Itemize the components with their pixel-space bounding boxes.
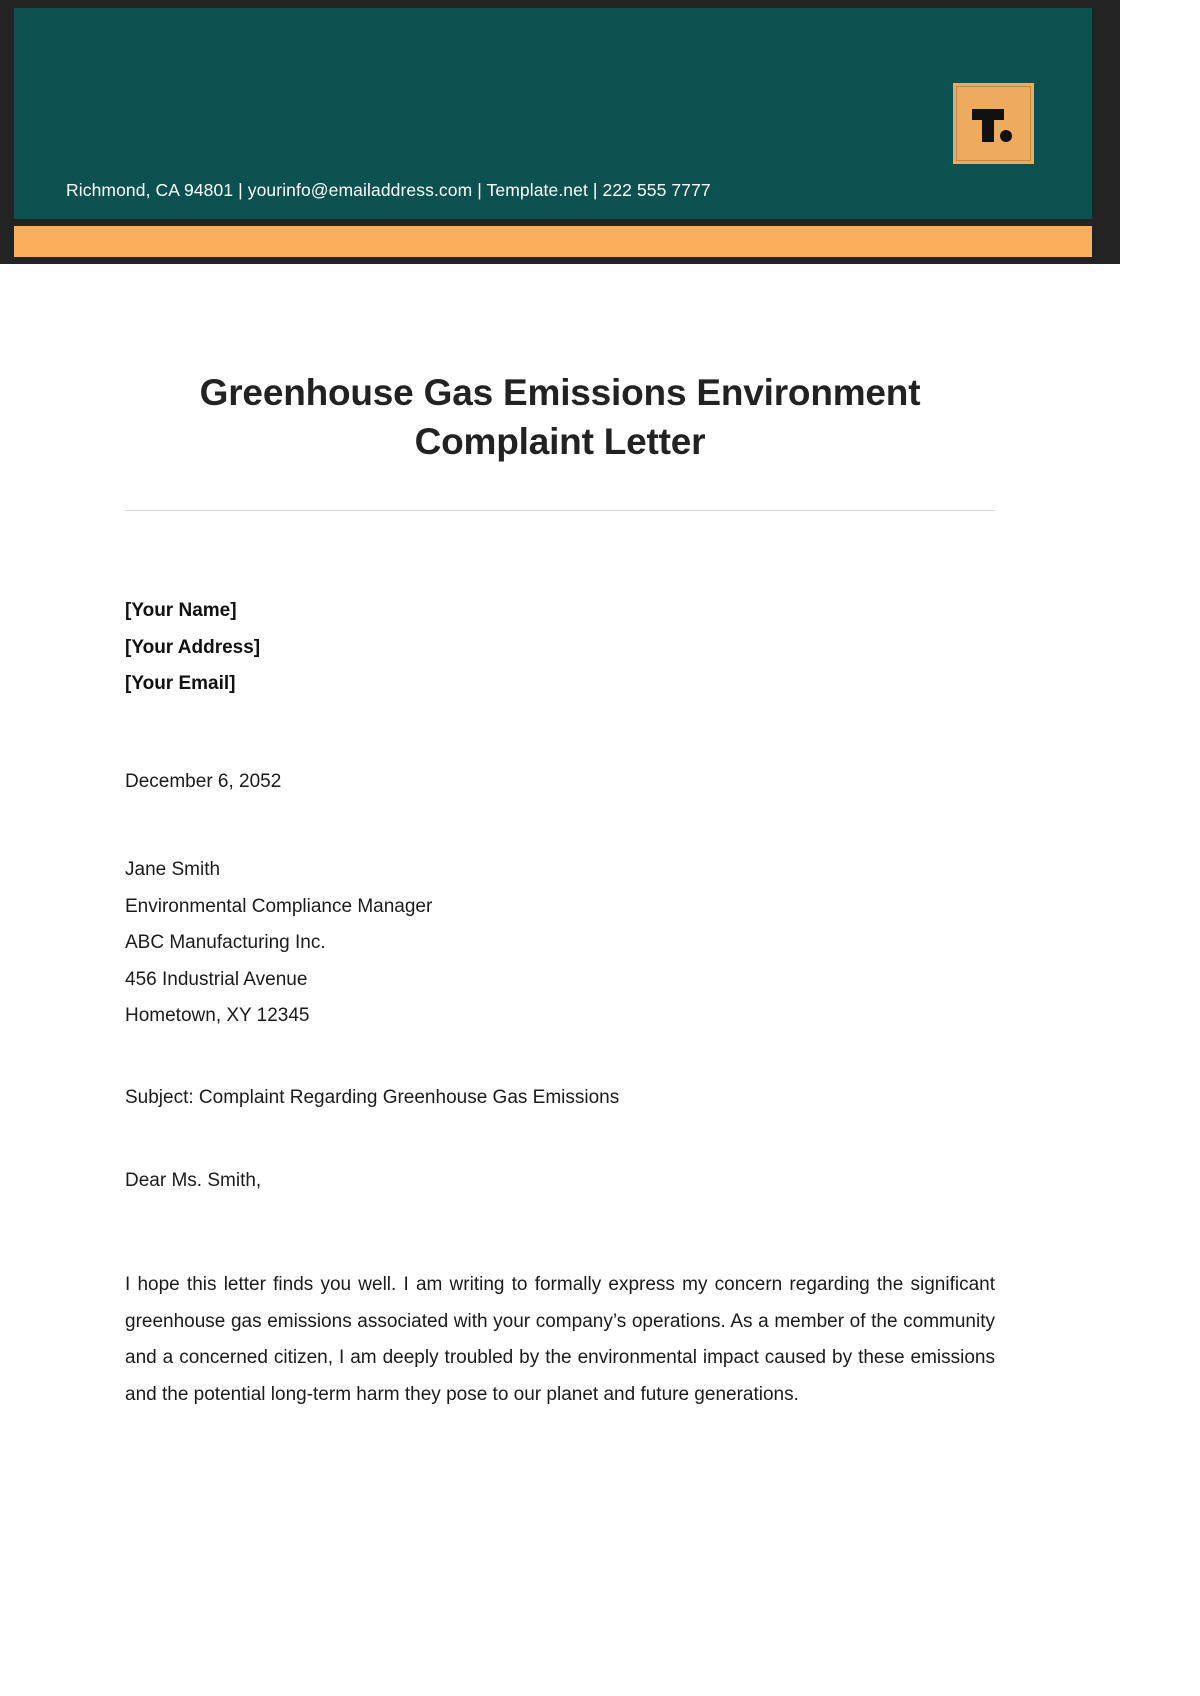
letter-content [0,511,1120,1413]
letterhead-accent-bar [14,226,1092,257]
letter-subject: Subject: Complaint Regarding Greenhouse Gas Emissions [125,1086,620,1108]
recipient-job-title: Environmental Compliance Manager [125,895,433,917]
recipient-name: Jane Smith [125,859,221,881]
recipient-street: 456 Industrial Avenue [125,968,308,990]
brand-logo [952,82,1035,165]
recipient-company: ABC Manufacturing Inc. [125,932,326,954]
letter-t-icon [968,98,1020,150]
sender-block [125,511,995,702]
letterhead-contact-line: Richmond, CA 94801 | yourinfo@emailaddress.com | Template.net | 222 555 7777 [66,180,711,200]
letterhead [0,0,1120,264]
sender-name: [Your Name] [125,600,237,622]
letter-body-paragraph: I hope this letter finds you well. I am writing to formally express my concern regarding the significant greenhouse gas emissions associated with your company’s operations. As a member of the community and a concerned citizen, I am deeply troubled by the environmental impact caused by these emissions and the potential long-term harm they pose to our planet and future generations. [125,1274,995,1405]
letter-date: December 6, 2052 [125,770,282,792]
document-body [0,264,1120,1696]
sender-address: [Your Address] [125,636,261,658]
brand-logo-border [956,86,1031,161]
letter-salutation: Dear Ms. Smith, [125,1169,262,1191]
page-title: Greenhouse Gas Emissions Environment Complaint Letter [199,372,921,463]
recipient-city-state-zip: Hometown, XY 12345 [125,1005,310,1027]
recipient-block [125,797,995,1034]
letterhead-teal-band [14,8,1092,219]
sender-email: [Your Email] [125,673,236,695]
